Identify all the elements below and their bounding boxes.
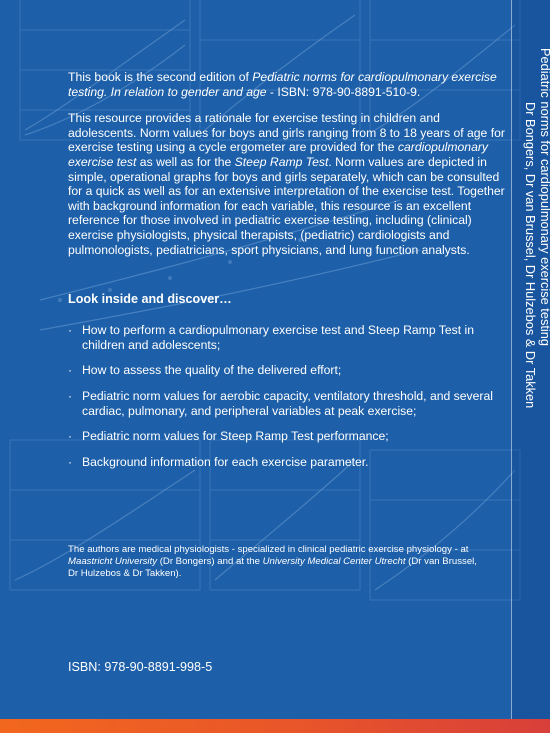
- umc-utrecht: University Medical Center Utrecht: [262, 556, 406, 568]
- list-item: [68, 389, 508, 418]
- bullet-marker: ·: [68, 454, 73, 469]
- previous-edition-title: Pediatric norms for cardiopulmonary exercise testing. In relation to gender and age: [68, 70, 497, 99]
- list-item-text: Background information for each exercise parameter.: [82, 454, 369, 469]
- bullet-marker: ·: [68, 363, 73, 378]
- description-paragraph: [68, 111, 508, 257]
- bottom-color-stripe: [0, 719, 550, 733]
- maastricht-university: Maastricht University: [68, 556, 158, 568]
- list-item: [68, 323, 508, 352]
- discover-heading: Look inside and discover…: [68, 292, 232, 307]
- list-item-text: How to perform a cardiopulmonary exercise test and Steep Ramp Test in children and adolescents;: [82, 323, 474, 352]
- discover-list: [68, 323, 508, 469]
- authors-note: [68, 544, 478, 581]
- list-item: [68, 455, 508, 470]
- description-text-2: as well as for the: [136, 154, 235, 169]
- list-item-text: How to assess the quality of the delivered effort;: [82, 363, 342, 378]
- bullet-marker: ·: [68, 429, 73, 444]
- authors-text-1: The authors are medical physiologists - specialized in clinical pediatric exercise physiology - at: [68, 544, 469, 555]
- spine-title: Pediatric norms for cardiopulmonary exercise testing: [538, 48, 553, 347]
- bullet-marker: ·: [68, 388, 73, 403]
- list-item: [68, 363, 508, 378]
- intro-paragraph: [68, 70, 508, 99]
- description-text-1: This resource provides a rationale for exercise testing in children and adolescents. Norm values for boys and girls ranging from 8 to 18 years of age for exercise testing using a cycle ergometer are provided for the: [68, 111, 505, 155]
- previous-edition-isbn: - ISBN: 978-90-8891-510-9.: [266, 84, 421, 99]
- isbn: ISBN: 978-90-8891-998-5: [68, 660, 213, 674]
- list-item: [68, 429, 508, 444]
- authors-text-3: (Dr van Brussel, Dr Hulzebos & Dr Takken).: [68, 556, 477, 580]
- authors-text-2: (Dr Bongers) and at the: [157, 556, 263, 568]
- description-italic-1: cardiopulmonary exercise test: [68, 140, 489, 169]
- bullet-marker: ·: [68, 323, 73, 338]
- description-italic-2: Steep Ramp Test: [234, 154, 329, 169]
- book-spine: [511, 0, 553, 720]
- spine-text: [523, 48, 553, 408]
- spine-authors: Dr Bongers, Dr van Brussel, Dr Hulzebos & Dr Takken: [523, 102, 538, 409]
- list-item-text: Pediatric norm values for aerobic capacity, ventilatory threshold, and several cardiac, pulmonary, and peripheral variables at peak exercise;: [82, 388, 493, 418]
- intro-text: This book is the second edition of: [68, 70, 253, 84]
- list-item-text: Pediatric norm values for Steep Ramp Test performance;: [82, 429, 389, 444]
- main-text: [68, 70, 508, 480]
- description-text-3: . Norm values are depicted in simple, operational graphs for boys and girls separately, which can be consulted for a quick as well as for an extensive interpretation of the exercise test. Together with background information for each variable, this resource is an excellent reference for those involved in pediatric exercise testing, including (clinical) exercise physiologists, physical therapists, (pediatric) cardiologists and pulmonologists, pediatricians, sport physicians, and lung function analysts.: [68, 154, 505, 257]
